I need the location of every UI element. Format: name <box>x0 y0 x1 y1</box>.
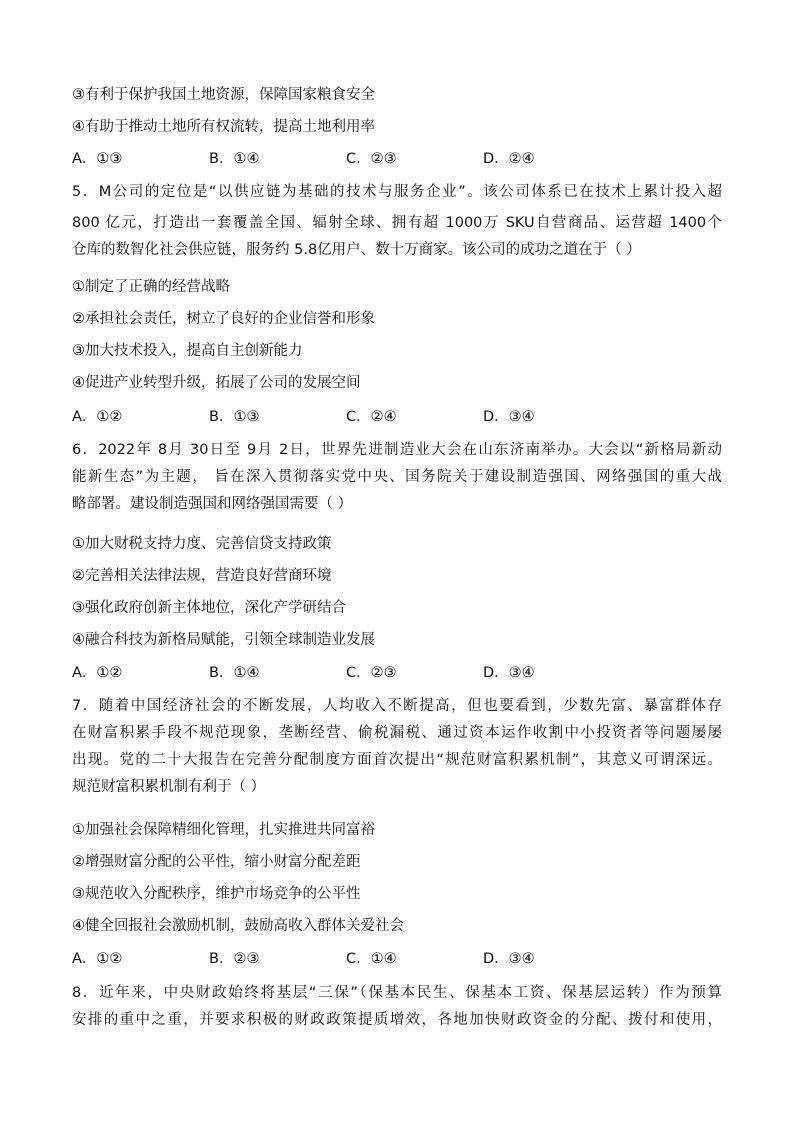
q7-stem-line-3: 出现。党的二十大报告在完善分配制度方面首次提出“规范财富积累机制”，其意义可谓深远。 <box>72 752 722 768</box>
q7-choices <box>72 949 722 969</box>
q6-stem-line-1: 6．2022年 8月 30日至 9月 2日，世界先进制造业大会在山东济南举办。大会以“新格局新动 <box>72 442 722 458</box>
q5-stem-line-2: 800 亿元，打造出一套覆盖全国、辐射全球、拥有超 1000万 SKU自营商品、运营超 1400个 <box>72 215 722 231</box>
q6-choice-d: D．③④ <box>483 665 535 681</box>
q4-choice-c: C．②③ <box>346 151 397 167</box>
q7-option-2: ②增强财富分配的公平性，缩小财富分配差距 <box>72 854 361 870</box>
q5-option-4: ④促进产业转型升级，拓展了公司的发展空间 <box>72 375 361 391</box>
q4-choices <box>72 149 722 169</box>
q4-choice-d: D．②④ <box>483 151 535 167</box>
q5-option-3: ③加大技术投入，提高自主创新能力 <box>72 343 303 359</box>
q5-stem-line-1: 5．M公司的定位是“以供应链为基础的技术与服务企业”。该公司体系已在技术上累计投入超 <box>72 184 722 200</box>
q4-option-3: ③有利于保护我国土地资源，保障国家粮食安全 <box>72 87 375 103</box>
q6-stem-line-3: 略部署。建设制造强国和网络强国需要（ ） <box>72 496 353 512</box>
q7-choice-c: C．①④ <box>346 951 397 967</box>
q4-choice-a: A．①③ <box>72 151 123 167</box>
q5-choices <box>72 407 722 427</box>
q4-option-4: ④有助于推动土地所有权流转，提高土地利用率 <box>72 119 375 135</box>
q7-stem-line-4: 规范财富积累机制有利于（ ） <box>72 779 266 795</box>
q5-option-1: ①制定了正确的经营战略 <box>72 279 230 295</box>
q5-choice-c: C．②④ <box>346 409 397 425</box>
q5-choice-d: D．③④ <box>483 409 535 425</box>
q5-choice-b: B．①③ <box>209 409 260 425</box>
q7-stem-line-1: 7．随着中国经济社会的不断发展，人均收入不断提高，但也要看到，少数先富、暴富群体存 <box>72 698 722 714</box>
q7-option-3: ③规范收入分配秩序，维护市场竞争的公平性 <box>72 886 361 902</box>
q6-choice-b: B．①④ <box>209 665 260 681</box>
q7-option-1: ①加强社会保障精细化管理，扎实推进共同富裕 <box>72 822 375 838</box>
q6-option-1: ①加大财税支持力度、完善信贷支持政策 <box>72 536 332 552</box>
q6-option-2: ②完善相关法律法规，营造良好营商环境 <box>72 568 332 584</box>
q6-choice-a: A．①② <box>72 665 123 681</box>
q6-stem-line-2: 能新生态”为主题， 旨在深入贯彻落实党中央、国务院关于建设制造强国、网络强国的重大战 <box>72 469 722 485</box>
q6-choice-c: C．②③ <box>346 665 397 681</box>
q5-option-2: ②承担社会责任，树立了良好的企业信誉和形象 <box>72 311 375 327</box>
q8-stem-line-1: 8．近年来，中央财政始终将基层“三保”（保基本民生、保基本工资、保基层运转）作为预算 <box>72 985 722 1001</box>
q6-choices <box>72 663 722 683</box>
q7-choice-a: A．①② <box>72 951 123 967</box>
q4-choice-b: B．①④ <box>209 151 260 167</box>
q7-option-4: ④健全回报社会激励机制，鼓励高收入群体关爱社会 <box>72 918 404 934</box>
q8-stem-line-2: 安排的重中之重，并要求积极的财政政策提质增效，各地加快财政资金的分配、拨付和使用， <box>72 1012 722 1028</box>
q7-choice-d: D．③④ <box>483 951 535 967</box>
q7-choice-b: B．②③ <box>209 951 260 967</box>
q6-option-4: ④融合科技为新格局赋能，引领全球制造业发展 <box>72 632 375 648</box>
q5-stem-line-3: 仓库的数智化社会供应链，服务约 5.8亿用户、数十万商家。该公司的成功之道在于（ ） <box>72 242 641 258</box>
q5-choice-a: A．①② <box>72 409 123 425</box>
q7-stem-line-2: 在财富积累手段不规范现象，垄断经营、偷税漏税、通过资本运作收割中小投资者等问题屡屡 <box>72 725 722 741</box>
q6-option-3: ③强化政府创新主体地位，深化产学研结合 <box>72 600 346 616</box>
